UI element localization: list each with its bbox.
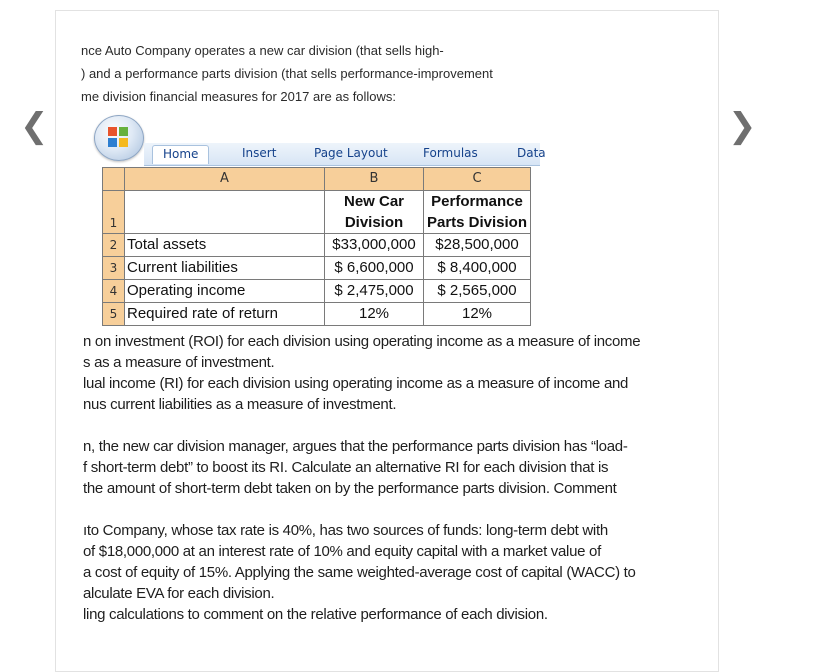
row-label: Current liabilities bbox=[125, 257, 325, 280]
office-button bbox=[94, 115, 144, 161]
tab-home: Home bbox=[152, 145, 209, 164]
question-line: n, the new car division manager, argues that the performance parts division has “load- bbox=[83, 438, 628, 455]
question-line: a cost of equity of 15%. Applying the same weighted-average cost of capital (WACC) to bbox=[83, 564, 636, 581]
header-parts-division: Parts Division bbox=[426, 214, 528, 231]
table-row bbox=[103, 280, 531, 303]
question-line: nus current liabilities as a measure of investment. bbox=[83, 396, 397, 413]
previous-arrow-icon[interactable]: ❮ bbox=[20, 106, 49, 146]
column-header-c: C bbox=[424, 168, 531, 191]
cell-c1 bbox=[424, 191, 531, 234]
question-line: ling calculations to comment on the relative performance of each division. bbox=[83, 606, 548, 623]
column-header-row bbox=[103, 168, 531, 191]
cell-b1 bbox=[325, 191, 424, 234]
tab-insert: Insert bbox=[242, 146, 277, 160]
content-card bbox=[55, 10, 719, 672]
row-number: 2 bbox=[103, 234, 125, 257]
question-line: n on investment (ROI) for each division using operating income as a measure of income bbox=[83, 333, 641, 350]
new-car-value: $ 6,600,000 bbox=[325, 257, 424, 280]
parts-value: 12% bbox=[424, 303, 531, 326]
question-text bbox=[83, 331, 719, 625]
parts-value: $ 2,565,000 bbox=[424, 280, 531, 303]
header-division: Division bbox=[344, 214, 404, 231]
row-label: Total assets bbox=[125, 234, 325, 257]
tab-page-layout: Page Layout bbox=[314, 146, 388, 160]
intro-line: me division financial measures for 2017 are as follows: bbox=[81, 89, 397, 104]
corner-cell bbox=[103, 168, 125, 191]
row-number: 4 bbox=[103, 280, 125, 303]
row-label: Operating income bbox=[125, 280, 325, 303]
spreadsheet-table bbox=[102, 167, 531, 326]
office-logo-icon bbox=[108, 127, 130, 149]
table-row bbox=[103, 234, 531, 257]
ribbon-tabs bbox=[144, 143, 546, 166]
question-line: the amount of short-term debt taken on by the performance parts division. Comment bbox=[83, 480, 617, 497]
header-new-car: New Car bbox=[343, 193, 405, 210]
excel-screenshot bbox=[94, 111, 546, 325]
question-line: lual income (RI) for each division using operating income as a measure of income and bbox=[83, 375, 629, 392]
row-number: 3 bbox=[103, 257, 125, 280]
new-car-value: 12% bbox=[325, 303, 424, 326]
cell-a1 bbox=[125, 191, 325, 234]
table-row bbox=[103, 257, 531, 280]
question-line: of $18,000,000 at an interest rate of 10% and equity capital with a market value of bbox=[83, 543, 601, 560]
next-arrow-icon[interactable]: ❯ bbox=[728, 106, 757, 146]
intro-text bbox=[81, 39, 681, 108]
row-label: Required rate of return bbox=[125, 303, 325, 326]
new-car-value: $ 2,475,000 bbox=[325, 280, 424, 303]
new-car-value: $33,000,000 bbox=[325, 234, 424, 257]
intro-line: ) and a performance parts division (that sells performance-improvement bbox=[81, 66, 493, 81]
row-number: 1 bbox=[103, 191, 125, 234]
question-line: ıto Company, whose tax rate is 40%, has two sources of funds: long-term debt with bbox=[83, 522, 608, 539]
parts-value: $28,500,000 bbox=[424, 234, 531, 257]
tab-data: Data bbox=[517, 146, 546, 160]
header-performance: Performance bbox=[431, 193, 523, 210]
column-header-b: B bbox=[325, 168, 424, 191]
question-line: f short-term debt” to boost its RI. Calculate an alternative RI for each division that is bbox=[83, 459, 609, 476]
intro-line: nce Auto Company operates a new car division (that sells high- bbox=[81, 43, 444, 58]
row-number: 5 bbox=[103, 303, 125, 326]
column-header-a: A bbox=[125, 168, 325, 191]
question-line: alculate EVA for each division. bbox=[83, 585, 275, 602]
parts-value: $ 8,400,000 bbox=[424, 257, 531, 280]
tab-formulas: Formulas bbox=[423, 146, 478, 160]
table-row bbox=[103, 303, 531, 326]
table-row bbox=[103, 191, 531, 234]
question-line: s as a measure of investment. bbox=[83, 354, 275, 371]
